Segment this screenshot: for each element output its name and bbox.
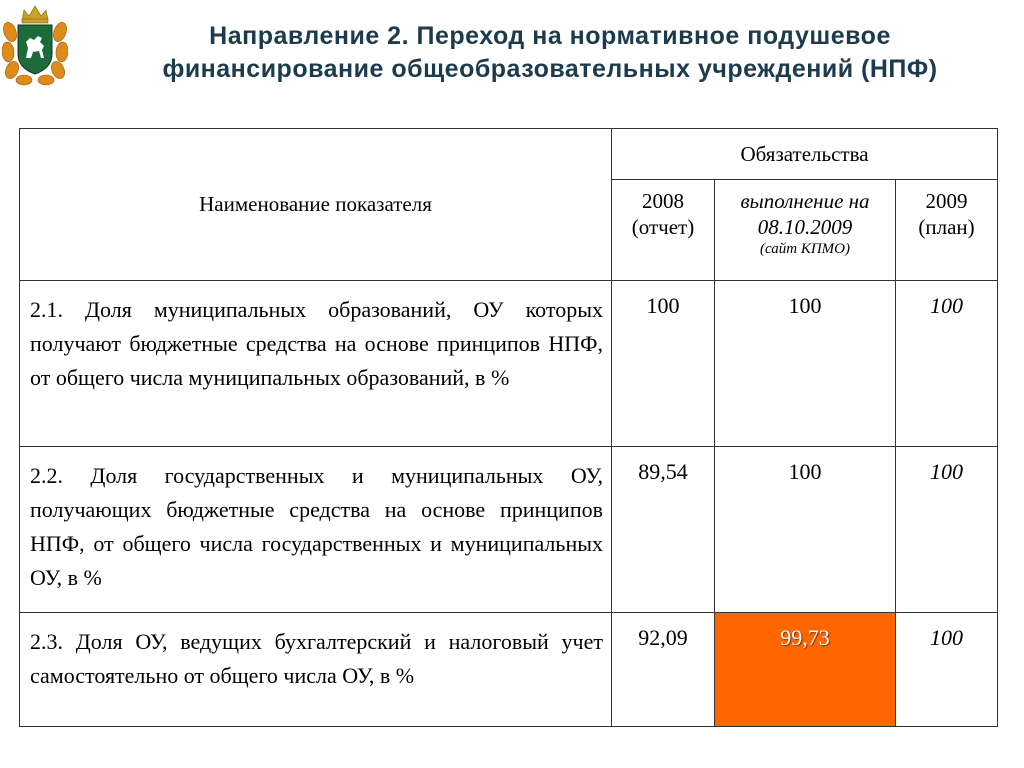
header-2008-year: 2008: [642, 189, 684, 213]
header-execution-note: (сайт КПМО): [760, 241, 850, 257]
row-value-execution: 100: [715, 447, 896, 613]
title-line-2: финансирование общеобразовательных учреждений (НПФ): [162, 55, 938, 83]
row-value-2009-plan: 100: [896, 281, 998, 447]
header-2008: [612, 180, 715, 281]
header-2009-year: 2009: [925, 189, 968, 213]
row-description: 2.1. Доля муниципальных образований, ОУ которых получают бюджетные средства на основе принципов НПФ, от общего числа муниципальных образований, в %: [20, 281, 612, 447]
row-value-2009-plan: 100: [896, 447, 998, 613]
header-2008-note: (отчет): [631, 215, 695, 239]
row-value-2009-plan: 100: [896, 613, 998, 727]
indicators-table: [19, 128, 998, 727]
coat-of-arms-icon: [2, 2, 68, 88]
row-description: 2.3. Доля ОУ, ведущих бухгалтерский и налоговый учет самостоятельно от общего числа ОУ, в %: [20, 613, 612, 727]
header-2009: [896, 180, 998, 281]
page-title: [80, 20, 1020, 86]
header-indicator-name: Наименование показателя: [20, 129, 612, 281]
table-row: [20, 447, 998, 613]
header-execution-date: 08.10.2009: [757, 215, 853, 239]
header-execution-line1: выполнение на: [740, 189, 870, 213]
header-execution: [715, 180, 896, 281]
row-value-2008: 89,54: [612, 447, 715, 613]
row-value-2008: 92,09: [612, 613, 715, 727]
row-value-2008: 100: [612, 281, 715, 447]
table-row: [20, 613, 998, 727]
table-row: [20, 281, 998, 447]
row-value-execution: 100: [715, 281, 896, 447]
row-description: 2.2. Доля государственных и муниципальных ОУ, получающих бюджетные средства на основе принципов НПФ, от общего числа государственных и муниципальных ОУ, в %: [20, 447, 612, 613]
header-2009-note: (план): [918, 215, 975, 239]
header-obligations: Обязательства: [612, 129, 998, 180]
title-line-1: Направление 2. Переход на нормативное подушевое: [209, 22, 891, 50]
row-value-execution-highlighted: 99,73: [715, 613, 896, 727]
